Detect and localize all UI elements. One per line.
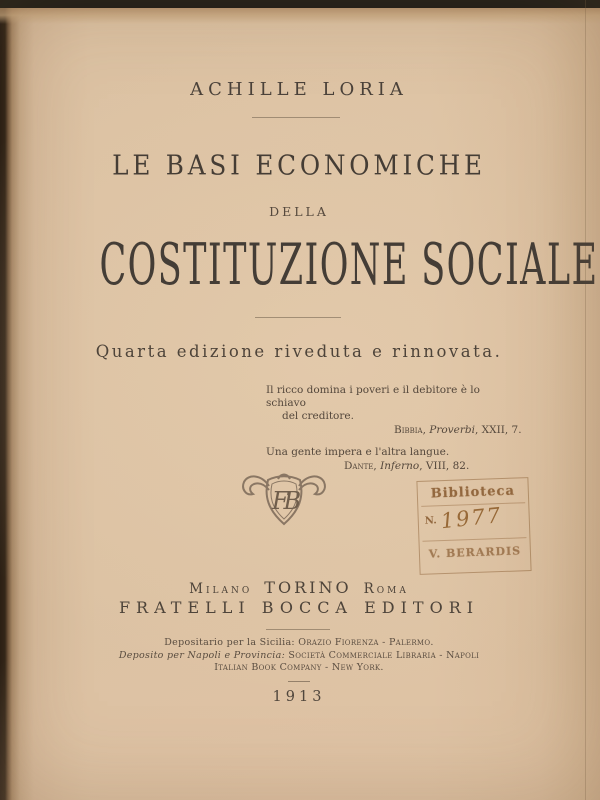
rule-under-author	[252, 117, 340, 118]
dist3-agent: Italian Book Company	[214, 662, 322, 673]
publisher-crest-icon	[237, 465, 331, 533]
dist1-label: Depositario per la Sicilia:	[164, 637, 299, 648]
dist3-city: New York.	[331, 662, 384, 673]
epigraph-2-source-ref: , VIII, 82.	[419, 460, 470, 472]
dist2-agent: Società Commerciale Libraria	[288, 649, 436, 661]
city-roma: Roma	[363, 581, 409, 597]
library-stamp	[416, 477, 531, 575]
dist2-city: Napoli	[446, 649, 480, 661]
publisher-monogram: FB	[271, 487, 297, 515]
epigraph-1-line-2: del creditore.	[282, 410, 354, 422]
epigraph-2-source-work: Inferno	[380, 460, 420, 472]
epigraph-1-text	[266, 384, 522, 423]
publisher-cities	[14, 578, 584, 597]
epigraph-2-source-sep: ,	[373, 460, 381, 472]
epigraph-1-source-sep: ,	[422, 424, 430, 436]
title-line-1: LE BASI ECONOMICHE	[112, 150, 486, 182]
title-connector: DELLA	[269, 204, 329, 219]
dist3-dash: -	[321, 662, 332, 673]
epigraph-1-source-work: Proverbi	[429, 424, 475, 436]
epigraph-1-source-ref: , XXII, 7.	[474, 424, 522, 436]
publisher-name: FRATELLI BOCCA EDITORI	[118, 598, 480, 617]
page-right-edge	[585, 0, 586, 800]
epigraph-2-source-name: Dante	[344, 460, 374, 472]
edition-statement: Quarta edizione riveduta e rinnovata.	[95, 342, 503, 361]
epigraph-1-source	[266, 424, 522, 437]
dist1-dash: -	[378, 637, 389, 648]
stamp-number-prefix: N.	[424, 515, 437, 527]
distribution-line-3	[14, 662, 584, 675]
stamp-owner-name: V. BERARDIS	[428, 544, 522, 561]
stamp-handwritten-number: 1977	[439, 502, 504, 534]
dist2-label: Deposito per Napoli e Provincia:	[118, 649, 289, 661]
epigraph-1-line-1: Il ricco domina i poveri e il debitore è lo schiavo	[266, 384, 480, 409]
dist1-city: Palermo.	[388, 637, 434, 648]
distribution-block	[14, 637, 584, 675]
rule-above-year	[288, 681, 310, 682]
publication-year: 1913	[272, 689, 326, 705]
rule-above-edition	[255, 317, 341, 318]
epigraph-2-line-1: Una gente impera e l'altra langue.	[266, 446, 450, 458]
epigraph-1-source-name: Bibbia	[394, 424, 423, 436]
book-cover-top-edge	[0, 0, 600, 8]
city-milano: Milano	[189, 581, 253, 597]
epigraph-block	[266, 384, 522, 473]
distribution-line-1	[14, 637, 584, 650]
city-torino: TORINO	[264, 578, 352, 597]
dist2-dash: -	[435, 649, 447, 661]
distribution-line-2	[14, 650, 584, 663]
author-name: ACHILLE LORIA	[190, 79, 408, 100]
page-block-top-edge	[0, 8, 600, 24]
stamp-number-row	[418, 503, 529, 537]
title-line-2: COSTITUZIONE SOCIALE	[99, 231, 599, 298]
rule-under-publisher	[266, 629, 330, 630]
library-stamp-title: Biblioteca	[430, 483, 516, 502]
dist1-agent: Orazio Fiorenza	[298, 637, 379, 648]
